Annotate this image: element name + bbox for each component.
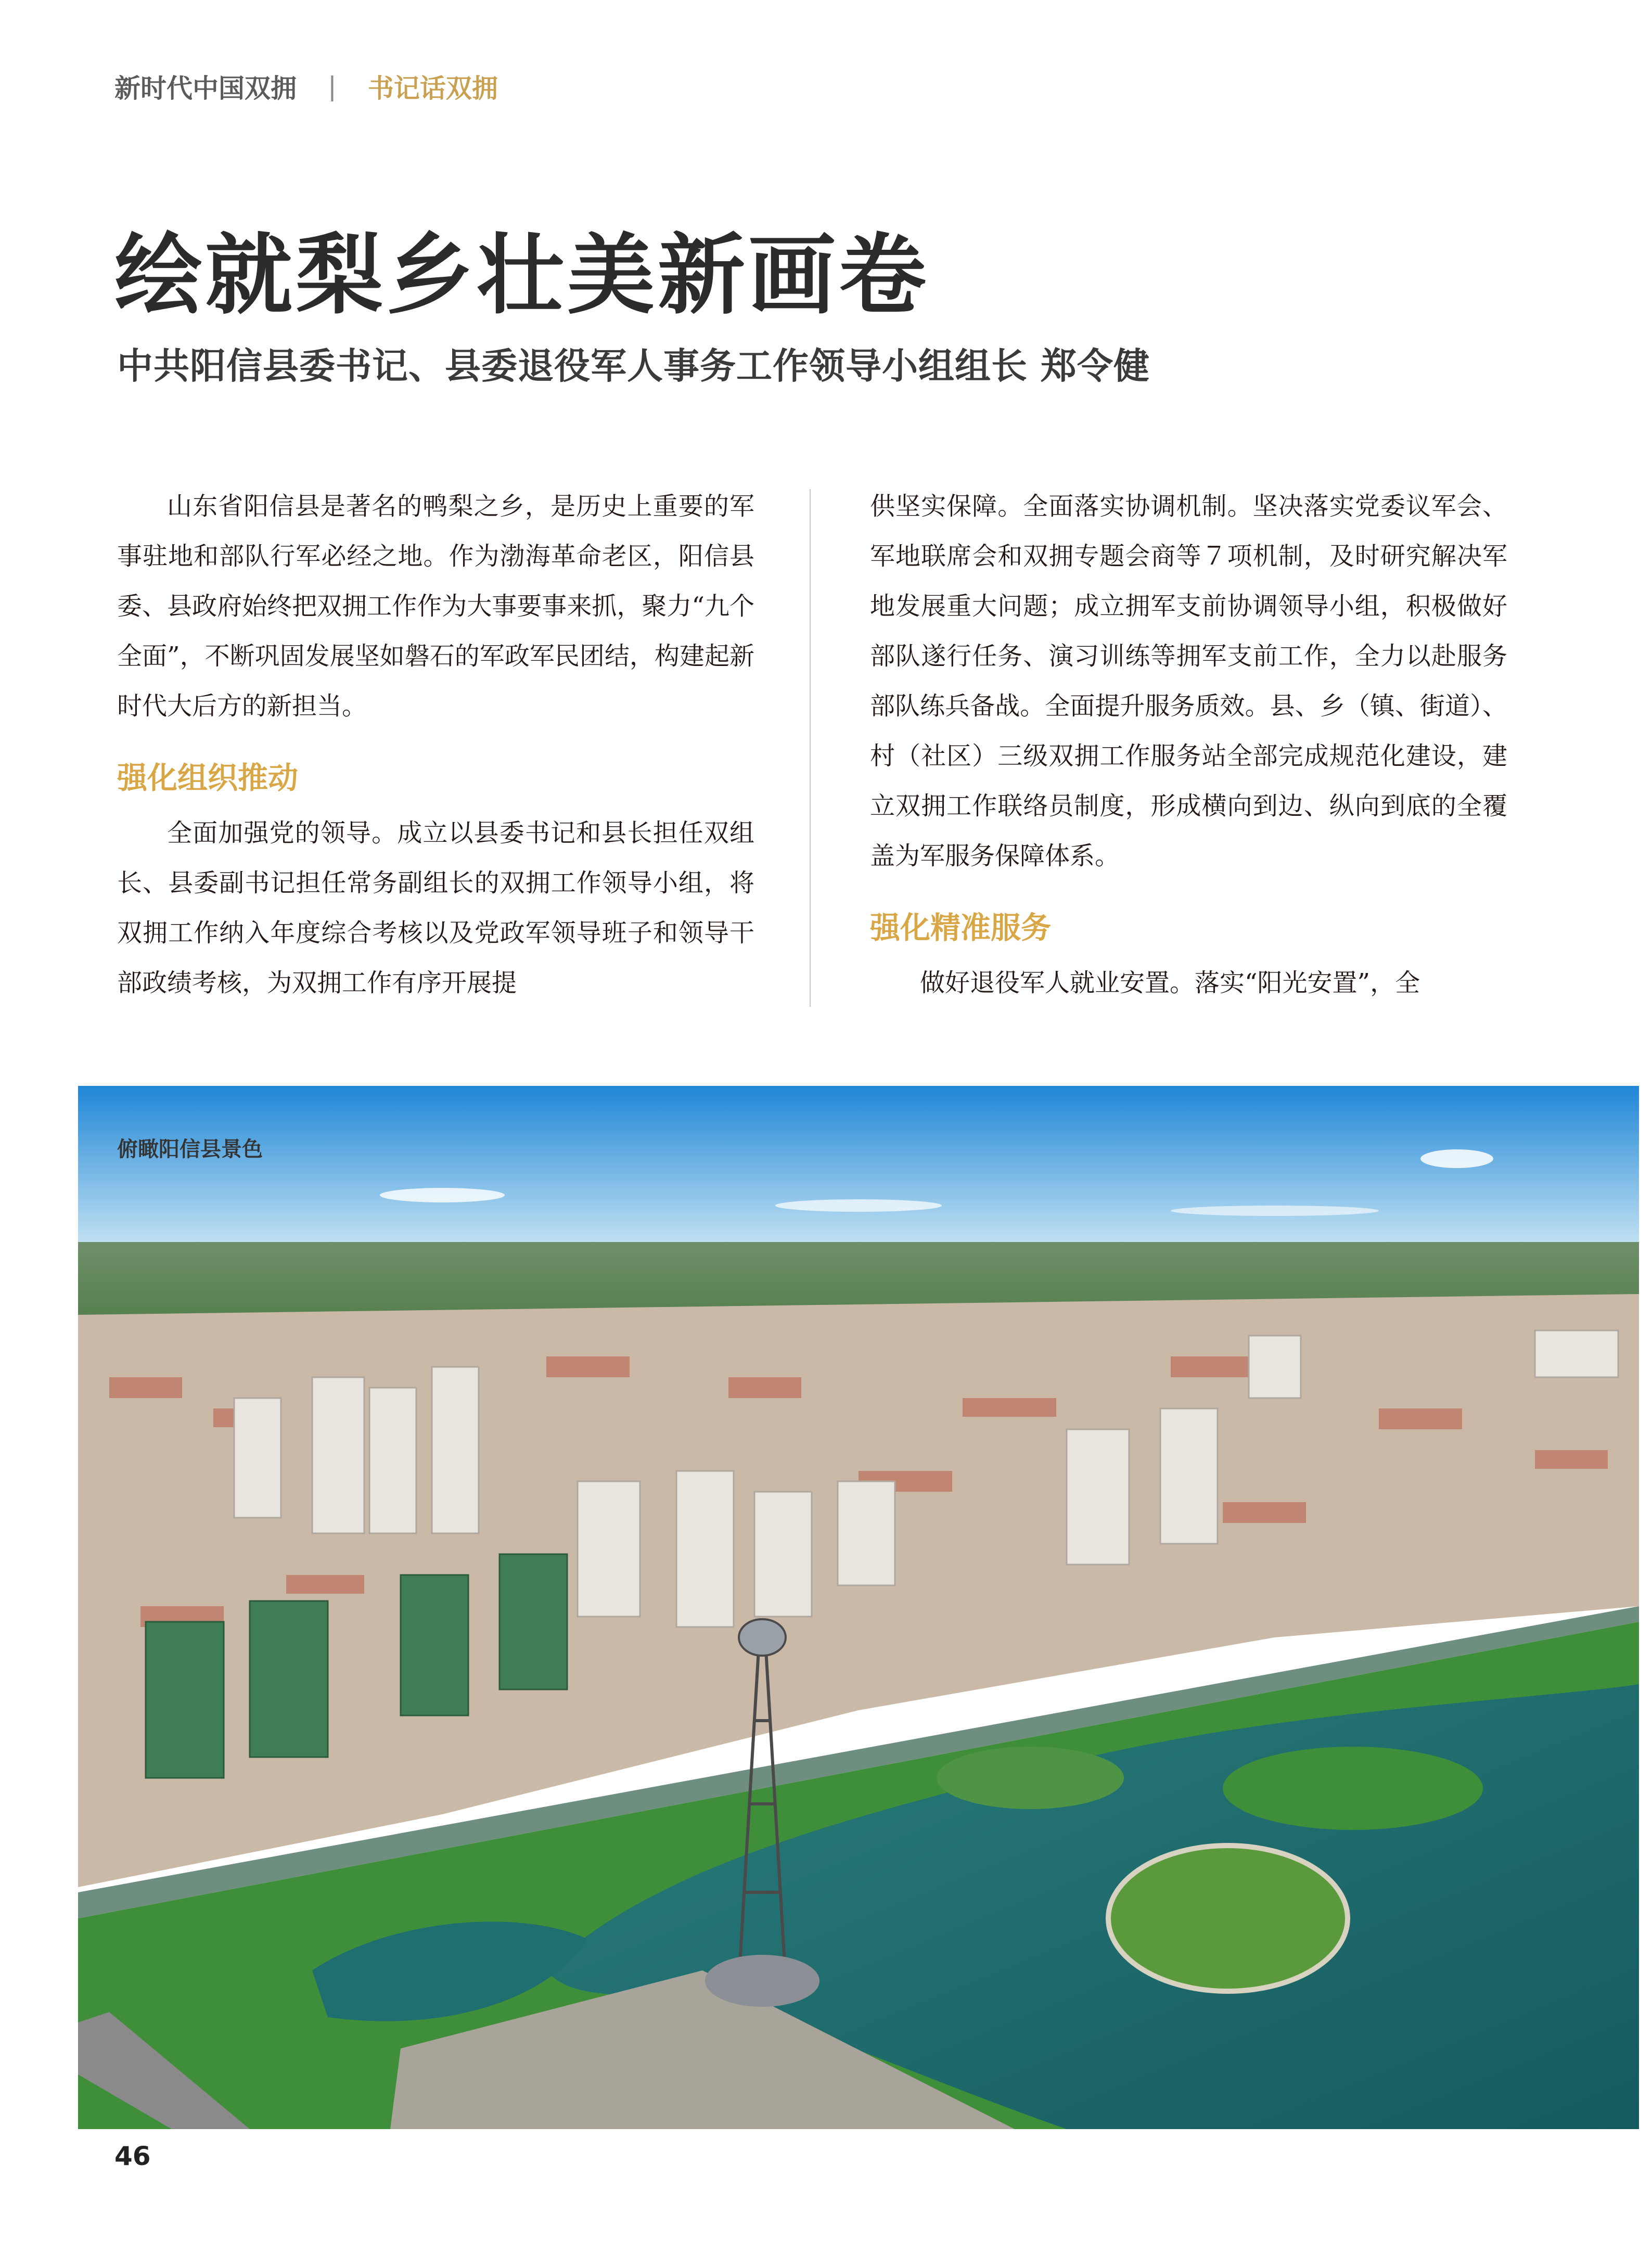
photo-caption: 俯瞰阳信县景色: [117, 1137, 263, 1161]
body-paragraph: 做好退役军人就业安置。落实“阳光安置”，全: [920, 968, 1420, 997]
magazine-section: 新时代中国双拥: [114, 73, 297, 104]
column-name: 书记话双拥: [367, 73, 498, 104]
article-title: 绘就梨乡壮美新画卷: [114, 223, 929, 326]
aerial-city-photo: [78, 1086, 1639, 2129]
aerial-city-illustration: [78, 1086, 1639, 2129]
running-header: [114, 68, 498, 105]
article-byline: 中共阳信县委书记、县委退役军人事务工作领导小组组长 郑令健: [117, 345, 1150, 387]
section-heading-service: 强化精准服务: [870, 910, 1052, 945]
section-heading-organization: 强化组织推动: [117, 760, 299, 796]
column-divider: [810, 489, 811, 1007]
text-column-right: [870, 481, 1507, 1008]
header-divider: |: [328, 71, 337, 101]
intro-paragraph: 山东省阳信县是著名的鸭梨之乡，是历史上重要的军事驻地和部队行军必经之地。作为渤海革命老区，阳信县委、县政府始终把双拥工作作为大事要事来抓，聚力“九个全面”，不断巩固发展坚如磐石的军政军民团结，构建起新时代大后方的新担当。: [117, 492, 754, 721]
body-paragraph-continued: 供坚实保障。全面落实协调机制。坚决落实党委议军会、军地联席会和双拥专题会商等７项机制，及时研究解决军地发展重大问题；成立拥军支前协调领导小组，积极做好部队遂行任务、演习训练等拥军支前工作，全力以赴服务部队练兵备战。全面提升服务质效。县、乡（镇、街道）、村（社区）三级双拥工作服务站全部完成规范化建设，建立双拥工作联络员制度，形成横向到边、纵向到底的全覆盖为军服务保障体系。: [870, 492, 1507, 870]
body-paragraph: 全面加强党的领导。成立以县委书记和县长担任双组长、县委副书记担任常务副组长的双拥工作领导小组，将双拥工作纳入年度综合考核以及党政军领导班子和领导干部政绩考核，为双拥工作有序开展提: [117, 818, 754, 997]
text-column-left: [117, 481, 754, 1008]
page-number: 46: [114, 2141, 151, 2171]
